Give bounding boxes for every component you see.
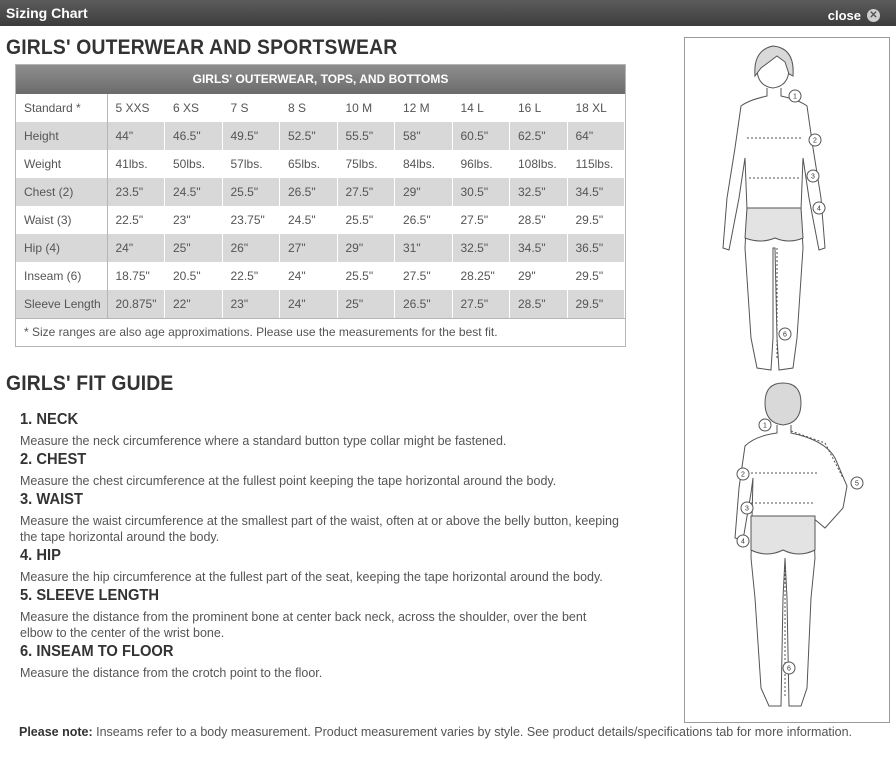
table-cell: 25" [337, 290, 395, 318]
table-cell: 27.5" [395, 262, 453, 290]
table-cell: 27.5" [452, 206, 510, 234]
table-cell: 5 XXS [107, 94, 165, 122]
table-caption: GIRLS' OUTERWEAR, TOPS, AND BOTTOMS [16, 65, 625, 94]
table-cell: 32.5" [452, 234, 510, 262]
table-cell: 20.875" [107, 290, 165, 318]
table-cell: 29" [395, 178, 453, 206]
row-label: Sleeve Length [16, 290, 107, 318]
fit-guide-heading: 3. WAIST [20, 491, 83, 508]
row-label: Weight [16, 150, 107, 178]
table-cell: 34.5" [567, 178, 625, 206]
table-cell: 65lbs. [280, 150, 338, 178]
table-cell: 25.5" [222, 178, 280, 206]
table-cell: 25" [165, 234, 223, 262]
table-cell: 25.5" [337, 262, 395, 290]
fit-guide-item [20, 587, 620, 641]
table-cell: 49.5" [222, 122, 280, 150]
front-marker: 3 [811, 173, 815, 181]
table-cell: 24" [280, 290, 338, 318]
back-marker: 3 [745, 505, 749, 513]
close-icon[interactable]: ✕ [867, 9, 880, 22]
table-cell: 29" [510, 262, 568, 290]
row-label: Standard * [16, 94, 107, 122]
table-row [16, 178, 625, 206]
fit-guide-text: Measure the distance from the prominent bone at center back neck, across the shoulder, over the bent elbow to the center of the wrist bone. [20, 610, 587, 640]
table-cell: 60.5" [452, 122, 510, 150]
table-cell: 29.5" [567, 290, 625, 318]
table-cell: 57lbs. [222, 150, 280, 178]
row-label: Inseam (6) [16, 262, 107, 290]
table-cell: 32.5" [510, 178, 568, 206]
table-cell: 25.5" [337, 206, 395, 234]
table-cell: 26.5" [280, 178, 338, 206]
table-cell: 26.5" [395, 290, 453, 318]
sleeve-line [791, 431, 843, 478]
fit-guide-heading: 6. INSEAM TO FLOOR [20, 643, 174, 660]
table-cell: 20.5" [165, 262, 223, 290]
fit-guide-item [20, 491, 620, 545]
table-cell: 41lbs. [107, 150, 165, 178]
table-cell: 10 M [337, 94, 395, 122]
table-footnote: * Size ranges are also age approximations. Please use the measurements for the best fit. [16, 318, 625, 347]
table-cell: 23" [165, 206, 223, 234]
table-cell: 62.5" [510, 122, 568, 150]
body-illustration [685, 38, 891, 724]
table-cell: 23" [222, 290, 280, 318]
table-cell: 12 M [395, 94, 453, 122]
fit-guide-title: GIRLS' FIT GUIDE [6, 372, 174, 395]
table-cell: 8 S [280, 94, 338, 122]
front-marker: 1 [793, 93, 797, 101]
table-cell: 46.5" [165, 122, 223, 150]
measurement-figure [684, 37, 890, 723]
please-note [19, 725, 852, 739]
table-cell: 64" [567, 122, 625, 150]
fit-guide-heading: 1. NECK [20, 411, 79, 428]
table-cell: 31" [395, 234, 453, 262]
fit-guide-text: Measure the waist circumference at the smallest part of the waist, often at or above the belly button, keeping the tape horizontal around the body. [20, 514, 619, 544]
note-text: Inseams refer to a body measurement. Product measurement varies by style. See product details/specifications tab for more information. [92, 725, 853, 739]
fit-guide-text: Measure the neck circumference where a standard button type collar might be fastened. [20, 434, 507, 448]
table-cell: 84lbs. [395, 150, 453, 178]
table-cell: 24" [280, 262, 338, 290]
table-cell: 23.75" [222, 206, 280, 234]
table-cell: 24.5" [165, 178, 223, 206]
table-row [16, 206, 625, 234]
front-shorts [745, 208, 803, 241]
window-title: Sizing Chart [6, 5, 88, 21]
back-marker: 2 [741, 471, 745, 479]
fit-guide-item [20, 643, 620, 681]
table-cell: 18 XL [567, 94, 625, 122]
table-cell: 28.25" [452, 262, 510, 290]
table-cell: 28.5" [510, 206, 568, 234]
table-cell: 30.5" [452, 178, 510, 206]
front-marker: 2 [813, 137, 817, 145]
fit-guide-item [20, 451, 620, 489]
note-label: Please note: [19, 725, 93, 739]
table-cell: 24" [107, 234, 165, 262]
table-cell: 75lbs. [337, 150, 395, 178]
table-cell: 27.5" [452, 290, 510, 318]
table-cell: 50lbs. [165, 150, 223, 178]
table-cell: 34.5" [510, 234, 568, 262]
table-cell: 29" [337, 234, 395, 262]
size-table [15, 64, 626, 347]
table-cell: 55.5" [337, 122, 395, 150]
table-cell: 26" [222, 234, 280, 262]
table-row [16, 262, 625, 290]
table-cell: 27" [280, 234, 338, 262]
page-title: GIRLS' OUTERWEAR AND SPORTSWEAR [6, 36, 398, 59]
back-head [765, 383, 801, 425]
front-marker: 4 [817, 205, 821, 213]
table-cell: 29.5" [567, 262, 625, 290]
table-cell: 44" [107, 122, 165, 150]
title-bar [0, 0, 896, 26]
size-grid [16, 94, 625, 318]
table-cell: 36.5" [567, 234, 625, 262]
table-cell: 28.5" [510, 290, 568, 318]
close-label: close [827, 8, 861, 23]
close-button[interactable] [828, 8, 880, 23]
back-marker: 6 [787, 665, 791, 673]
fit-guide-text: Measure the hip circumference at the fullest part of the seat, keeping the tape horizontal around the body. [20, 570, 603, 584]
fit-guide-heading: 2. CHEST [20, 451, 87, 468]
table-cell: 22" [165, 290, 223, 318]
fit-guide-text: Measure the chest circumference at the fullest point keeping the tape horizontal around the body. [20, 474, 557, 488]
table-cell: 27.5" [337, 178, 395, 206]
fit-guide-item [20, 411, 620, 449]
table-cell: 96lbs. [452, 150, 510, 178]
front-hair [755, 46, 793, 76]
fit-guide-heading: 4. HIP [20, 547, 61, 564]
table-row [16, 150, 625, 178]
back-marker: 5 [855, 480, 859, 488]
fit-guide-heading: 5. SLEEVE LENGTH [20, 587, 160, 604]
table-cell: 58" [395, 122, 453, 150]
table-cell: 115lbs. [567, 150, 625, 178]
row-label: Waist (3) [16, 206, 107, 234]
table-cell: 7 S [222, 94, 280, 122]
front-marker: 6 [783, 331, 787, 339]
table-row [16, 122, 625, 150]
table-cell: 16 L [510, 94, 568, 122]
table-cell: 29.5" [567, 206, 625, 234]
table-cell: 22.5" [222, 262, 280, 290]
table-cell: 108lbs. [510, 150, 568, 178]
table-row [16, 290, 625, 318]
fit-guide-text: Measure the distance from the crotch point to the floor. [20, 666, 323, 680]
table-cell: 6 XS [165, 94, 223, 122]
back-shorts [751, 516, 815, 554]
table-cell: 52.5" [280, 122, 338, 150]
table-cell: 23.5" [107, 178, 165, 206]
row-label: Height [16, 122, 107, 150]
table-cell: 18.75" [107, 262, 165, 290]
table-cell: 14 L [452, 94, 510, 122]
back-marker: 1 [763, 422, 767, 430]
row-label: Hip (4) [16, 234, 107, 262]
table-cell: 22.5" [107, 206, 165, 234]
table-row [16, 94, 625, 122]
row-label: Chest (2) [16, 178, 107, 206]
table-cell: 26.5" [395, 206, 453, 234]
table-cell: 24.5" [280, 206, 338, 234]
table-row [16, 234, 625, 262]
back-marker: 4 [741, 538, 745, 546]
fit-guide-item [20, 547, 620, 585]
